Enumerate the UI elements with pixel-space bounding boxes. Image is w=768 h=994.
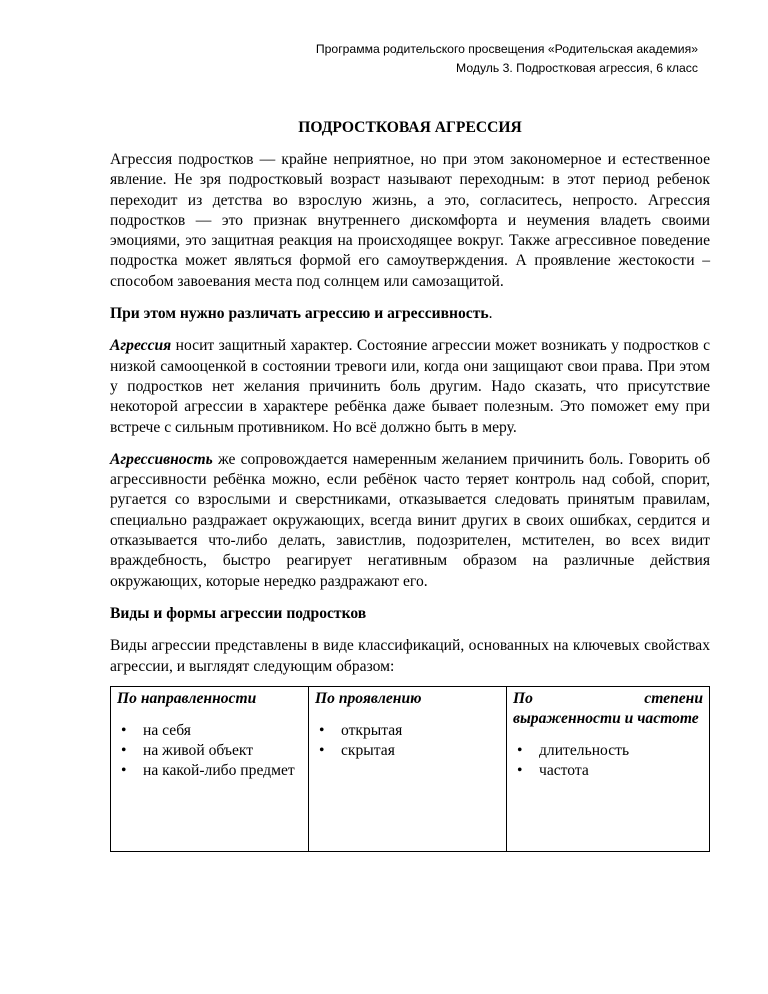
table-cell-manifestation (309, 686, 507, 851)
aggressiveness-term: Агрессивность (110, 450, 213, 468)
list-item: • на какой-либо предмет (117, 761, 302, 781)
distinguish-paragraph (110, 304, 710, 324)
aggression-term: Агрессия (110, 337, 172, 355)
column-header-degree: По степени выраженности и частоте (513, 689, 703, 727)
distinguish-tail: . (488, 305, 493, 323)
table-cell-degree (507, 686, 710, 851)
aggression-types-table (110, 686, 710, 852)
list-item: • частота (513, 761, 703, 781)
page-header (316, 40, 698, 78)
document-body (110, 118, 710, 852)
column-header-manifestation: По проявлению (315, 689, 422, 707)
table-cell-direction (111, 686, 309, 851)
distinguish-bold: При этом нужно различать агрессию и агрессивность (110, 305, 489, 323)
aggression-text: носит защитный характер. Состояние агрессии может возникать у подростков с низкой самооценкой в состоянии тревоги или, когда они защищают свои права. При этом у подростков нет желания причинить боль другим. Надо сказать, что присутствие некоторой агрессии в характере ребёнка даже бывает полезным. Это поможет ему при встрече с сильным противником. Но всё должно быть в меру. (110, 337, 710, 436)
list-item: • длительность (513, 741, 703, 761)
list-item: • на себя (117, 721, 302, 741)
table-row (111, 686, 710, 851)
aggressiveness-paragraph (110, 450, 710, 592)
degree-list (513, 741, 703, 781)
list-item: • открытая (315, 721, 500, 741)
column-header-direction: По направленности (117, 689, 257, 707)
types-heading: Виды и формы агрессии подростков (110, 604, 367, 622)
document-title: ПОДРОСТКОВАЯ АГРЕССИЯ (298, 119, 522, 136)
types-intro-paragraph: Виды агрессии представлены в виде классификаций, основанных на ключевых свойствах агрессии, и выглядят следующим образом: (110, 637, 710, 675)
aggressiveness-text: же сопровождается намеренным желанием причинить боль. Говорить об агрессивности ребёнка можно, если ребёнок часто теряет контроль над собой, спорит, ругается со взрослыми и сверстниками, отказывается следовать принятым правилам, специально раздражает окружающих, всегда винит других в своих ошибках, сердится и отказывается что-либо делать, завистлив, подозрителен, мстителен, во всех видит враждебность, быстро реагирует негативным образом на различные действия окружающих, которые нередко раздражают его. (110, 450, 710, 590)
list-item: • скрытая (315, 741, 500, 761)
intro-paragraph: Агрессия подростков — крайне неприятное, но при этом закономерное и естественное явление. Не зря подростковый возраст называют переходным: в этот период ребенок переходит из детства во взрослую жизнь, а это, согласитесь, непросто. Агрессия подростков — это признак внутреннего дискомфорта и неумения владеть своими эмоциями, это защитная реакция на происходящее вокруг. Также агрессивное поведение подростка может являться формой его самоутверждения. А проявление жестокости – способом завоевания места под солнцем или самозащитой. (110, 151, 710, 290)
header-program-line: Программа родительского просвещения «Родительская академия» (315, 42, 698, 56)
manifestation-list (315, 721, 500, 761)
header-module-line: Модуль 3. Подростковая агрессия, 6 класс (456, 61, 698, 75)
list-item: • на живой объект (117, 741, 302, 761)
aggression-paragraph (110, 336, 710, 437)
direction-list (117, 721, 302, 781)
